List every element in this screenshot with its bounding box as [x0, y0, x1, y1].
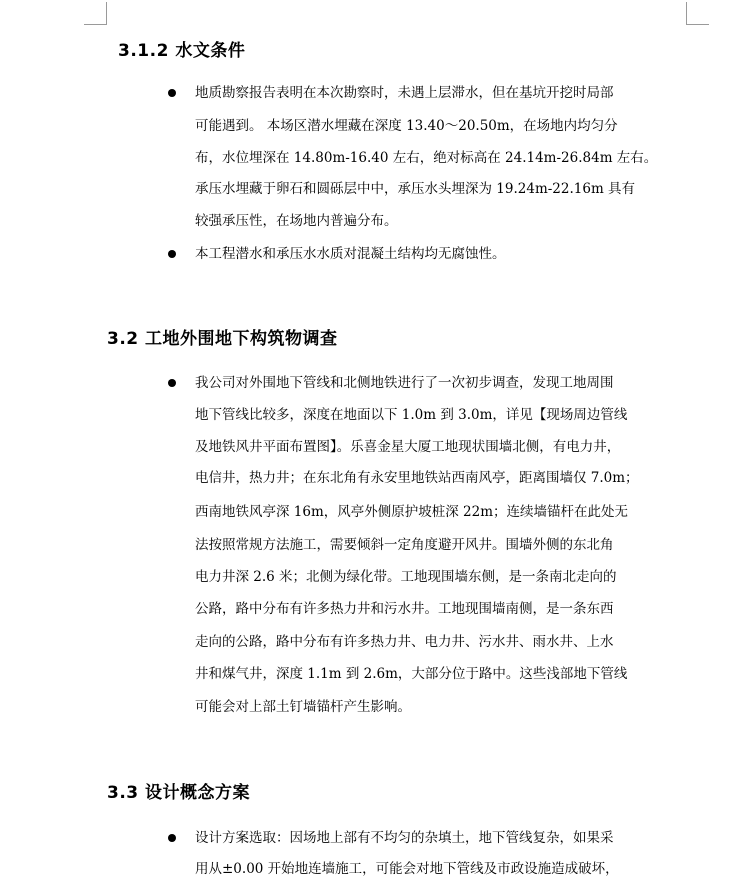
paragraph-line: 布，水位埋深在 14.80m-16.40 左右，绝对标高在 24.14m-26.84m 左右。: [195, 150, 658, 166]
paragraph-line: 电信井，热力井；在东北角有永安里地铁站西南风亭，距离围墙仅 7.0m；: [195, 470, 639, 486]
paragraph-line: 法按照常规方法施工，需要倾斜一定角度避开风井。围墙外侧的东北角: [195, 537, 614, 553]
paragraph-line: 及地铁风井平面布置图】。乐喜金星大厦工地现状围墙北侧，有电力井，: [195, 439, 621, 455]
paragraph-line: 可能遇到。 本场区潜水埋藏在深度 13.40～20.50m，在场地内均匀分: [195, 118, 618, 134]
bullet-icon: [168, 250, 176, 258]
paragraph-line: 较强承压性，在场地内普遍分布。: [195, 213, 398, 229]
paragraph-line: 我公司对外围地下管线和北侧地铁进行了一次初步调查，发现工地周围: [195, 375, 614, 391]
section-heading-3-2: 3.2 工地外围地下构筑物调查: [107, 329, 338, 349]
paragraph-line: 地质勘察报告表明在本次勘察时，未遇上层滞水，但在基坑开挖时局部: [195, 85, 614, 101]
crop-mark-top-left: [84, 2, 107, 25]
paragraph-line: 用从±0.00 开始地连墙施工，可能会对地下管线及市政设施造成破坏，: [195, 861, 619, 877]
crop-mark-top-right: [686, 2, 709, 25]
bullet-icon: [168, 89, 176, 97]
paragraph-line: 西南地铁风亭深 16m，风亭外侧原护坡桩深 22m；连续墙锚杆在此处无: [195, 504, 629, 520]
section-heading-3-3: 3.3 设计概念方案: [107, 783, 251, 803]
paragraph-line: 本工程潜水和承压水水质对混凝土结构均无腐蚀性。: [195, 246, 506, 262]
paragraph-line: 井和煤气井，深度 1.1m 到 2.6m，大部分位于路中。这些浅部地下管线: [195, 666, 628, 682]
paragraph-line: 走向的公路，路中分布有许多热力井、电力井、污水井、雨水井、上水: [195, 634, 614, 650]
paragraph-line: 公路，路中分布有许多热力井和污水井。工地现围墙南侧，是一条东西: [195, 601, 614, 617]
paragraph-line: 设计方案选取：因场地上部有不均匀的杂填土，地下管线复杂，如果采: [195, 830, 614, 846]
bullet-icon: [168, 379, 176, 387]
section-heading-3-1-2: 3.1.2 水文条件: [118, 41, 246, 61]
paragraph-line: 可能会对上部土钉墙锚杆产生影响。: [195, 699, 411, 715]
bullet-icon: [168, 834, 176, 842]
paragraph-line: 地下管线比较多，深度在地面以下 1.0m 到 3.0m，详见【现场周边管线: [195, 407, 628, 423]
paragraph-line: 承压水埋藏于卵石和圆砾层中中，承压水头埋深为 19.24m-22.16m 具有: [195, 181, 636, 197]
paragraph-line: 电力井深 2.6 米；北侧为绿化带。工地现围墙东侧，是一条南北走向的: [195, 569, 617, 585]
